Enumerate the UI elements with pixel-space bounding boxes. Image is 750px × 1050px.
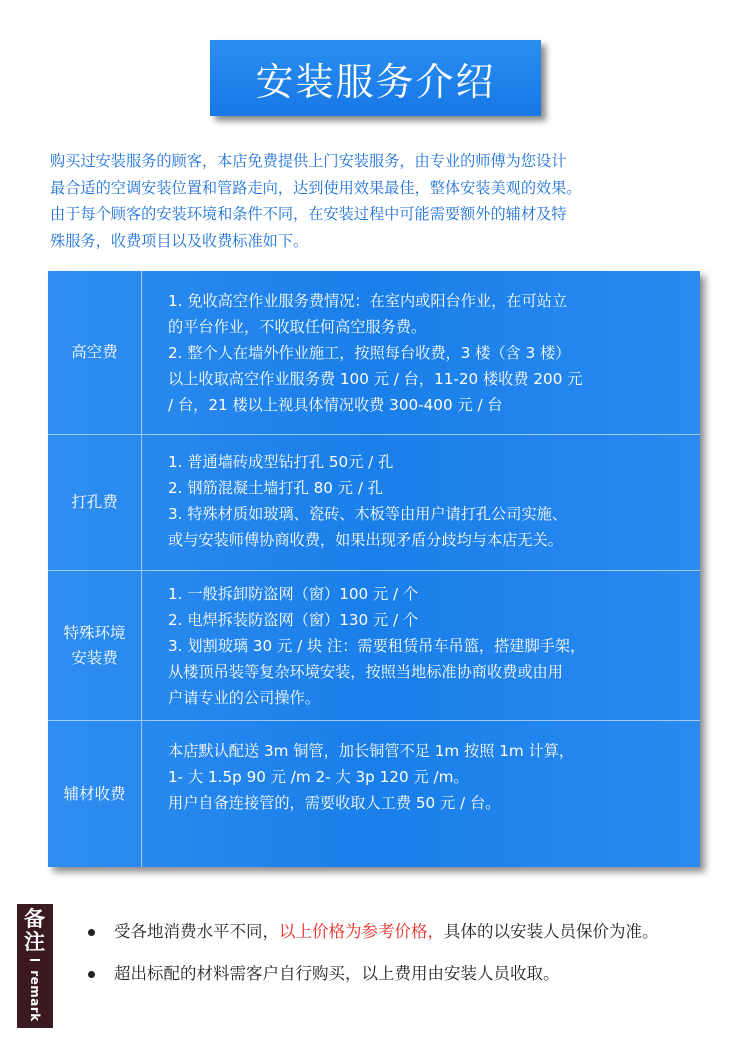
fee-line: 或与安装师傅协商收费，如果出现矛盾分歧均与本店无关。 xyxy=(168,531,563,549)
fee-label: 高空费 xyxy=(48,271,142,434)
fee-label: 辅材收费 xyxy=(48,721,142,867)
fee-details xyxy=(168,581,692,711)
fee-line: 1. 普通墙砖成型钻打孔 50元 / 孔 xyxy=(168,453,394,471)
note-highlight: 以上价格为参考价格， xyxy=(279,922,444,941)
fee-line: 2. 电焊拆装防盗网（窗）130 元 / 个 xyxy=(168,611,419,629)
remark-badge xyxy=(17,904,53,1028)
fee-line: / 台，21 楼以上视具体情况收费 300-400 元 / 台 xyxy=(168,396,503,414)
page-title: 安装服务介绍 xyxy=(210,40,541,116)
fee-label: 特殊环境 安装费 xyxy=(48,571,142,720)
fee-table xyxy=(48,271,700,867)
fee-details xyxy=(168,449,692,553)
fee-row-special-environment xyxy=(48,571,700,721)
fee-line: 2. 整个人在墙外作业施工，按照每台收费，3 楼（含 3 楼） xyxy=(168,344,571,362)
fee-line: 3. 特殊材质如玻璃、瓷砖、木板等由用户请打孔公司实施、 xyxy=(168,505,568,523)
note-text: 具体的以安装人员保价为准。 xyxy=(444,922,659,941)
remark-badge-en: remark xyxy=(28,970,42,1022)
fee-label: 打孔费 xyxy=(48,435,142,570)
note-text: 超出标配的材料需客户自行购买，以上费用由安装人员收取。 xyxy=(114,964,560,983)
note-text: 受各地消费水平不同， xyxy=(114,922,279,941)
fee-line: 户请专业的公司操作。 xyxy=(168,689,320,707)
note-item xyxy=(88,918,744,946)
fee-line: 从楼顶吊装等复杂环境安装，按照当地标准协商收费或由用 xyxy=(168,663,563,681)
fee-line: 的平台作业，不收取任何高空服务费。 xyxy=(168,318,427,336)
bullet-icon xyxy=(88,971,95,978)
fee-line: 1. 免收高空作业服务费情况：在室内或阳台作业，在可站立 xyxy=(168,292,568,310)
remark-notes xyxy=(88,918,744,988)
fee-details xyxy=(168,738,692,816)
fee-line: 以上收取高空作业服务费 100 元 / 台，11-20 楼收费 200 元 xyxy=(168,370,583,388)
fee-line: 本店默认配送 3m 铜管，加长铜管不足 1m 按照 1m 计算， xyxy=(168,742,575,760)
note-item xyxy=(88,960,744,988)
fee-line: 1. 一般拆卸防盗网（窗）100 元 / 个 xyxy=(168,585,419,603)
remark-badge-zh: 备注 xyxy=(24,907,46,954)
bullet-icon xyxy=(88,929,95,936)
fee-line: 1- 大 1.5p 90 元 /m 2- 大 3p 120 元 /m。 xyxy=(168,768,469,786)
fee-line: 3. 划割玻璃 30 元 / 块 注：需要租赁吊车吊篮，搭建脚手架， xyxy=(168,637,586,655)
fee-line: 2. 钢筋混凝土墙打孔 80 元 / 孔 xyxy=(168,479,383,497)
fee-details xyxy=(168,288,692,418)
fee-line: 用户自备连接管的，需要收取人工费 50 元 / 台。 xyxy=(168,794,501,812)
intro-paragraph: 购买过安装服务的顾客，本店免费提供上门安装服务，由专业的师傅为您设计 最合适的空调安装位置和管路走向，达到使用效果最佳，整体安装美观的效果。 由于每个顾客的安装环境和条件不同，在安装过程中可能需要额外的辅材及特 殊服务，收费项目以及收费标准如下。 xyxy=(50,152,582,250)
fee-row-high-altitude xyxy=(48,271,700,435)
fee-row-drilling xyxy=(48,435,700,571)
remark-badge-divider xyxy=(30,959,40,961)
fee-row-materials xyxy=(48,721,700,867)
